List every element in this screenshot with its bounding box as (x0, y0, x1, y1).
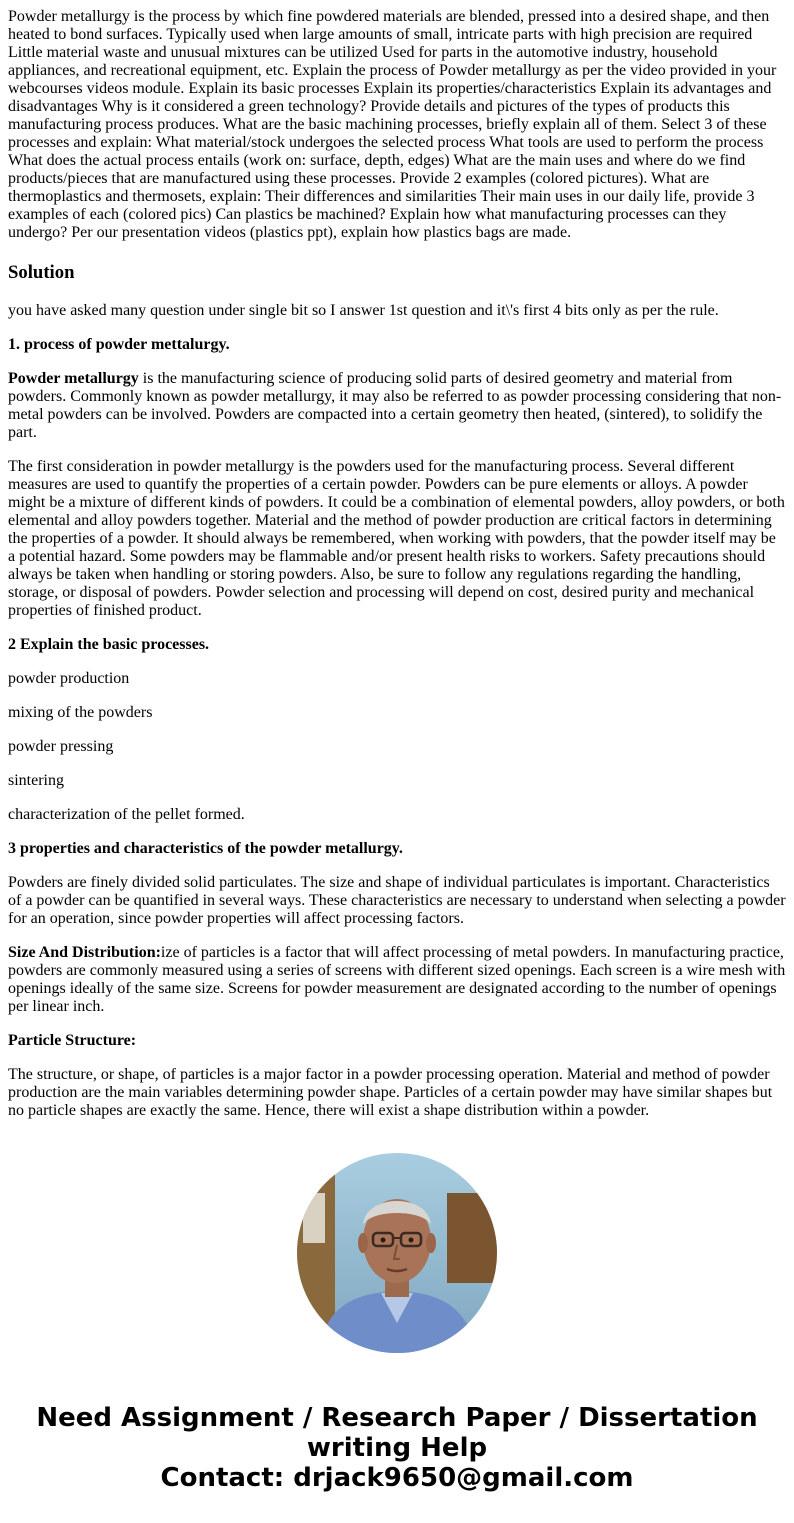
particle-structure-heading: Particle Structure: (8, 1032, 137, 1049)
document-body (8, 8, 786, 1136)
avatar-portrait-image (297, 1153, 497, 1353)
avatar (297, 1153, 497, 1353)
section1-paragraph1: Powder metallurgy is the manufacturing science of producing solid parts of desired geometry and material from powders. Commonly known as powder metallurgy, it may also be referred to as powder processing considering that non-metal powders can be involved. Powders are compacted into a certain geometry then heated, (sintered), to solidify the part. (8, 370, 782, 441)
intro-text: you have asked many question under single bit so I answer 1st question and it\'s first 4 bits only as per the rule. (8, 302, 719, 319)
section3-paragraph1: Powders are finely divided solid particulates. The size and shape of individual particulates is important. Characteristics of a powder can be quantified in several ways. These characteristics are necessary to understand when selecting a powder for an operation, since powder properties will affect processing factors. (8, 874, 786, 927)
section1-heading: 1. process of powder mettalurgy. (8, 336, 230, 353)
term-powder-metallurgy: Powder metallurgy (8, 370, 139, 387)
particle-structure-paragraph: The structure, or shape, of particles is a major factor in a powder processing operation. Material and method of powder production are the main variables determining powder shape. Particles of a certain powder may have similar shapes but no particle shapes are exactly the same. Hence, there will exist a shape distribution within a powder. (8, 1066, 773, 1119)
size-distribution-label: Size And Distribution: (8, 944, 161, 961)
process-step: powder production (8, 670, 130, 687)
section1-paragraph2: The first consideration in powder metallurgy is the powders used for the manufacturing process. Several different measures are used to quantify the properties of a certain powder. Powders can be pure elements or alloys. A powder might be a mixture of different kinds of powders. It could be a combination of elemental powders, alloy powders, or both elemental and alloy powders together. Material and the method of powder production are critical factors in determining the properties of a powder. It should always be remembered, when working with powders, that the powder itself may be a potential hazard. Some powders may be flammable and/or present health risks to workers. Safety precautions should always be taken when handling or storing powders. Also, be sure to follow any regulations regarding the handling, storage, or disposal of powders. Powder selection and processing will depend on cost, desired purity and mechanical properties of finished product. (8, 458, 785, 619)
process-step: mixing of the powders (8, 704, 153, 721)
banner-line-1: Need Assignment / Research Paper / Dissertation (36, 1403, 758, 1433)
section3-heading: 3 properties and characteristics of the powder metallurgy. (8, 840, 403, 857)
question-text: Powder metallurgy is the process by which fine powdered materials are blended, pressed into a desired shape, and then heated to bond surfaces. Typically used when large amounts of small, intricate parts with high precision are required Little material waste and unusual mixtures can be utilized Used for parts in the automotive industry, household appliances, and recreational equipment, etc. Explain the process of Powder metallurgy as per the video provided in your webcourses videos module. Explain its basic processes Explain its properties/characteristics Explain its advantages and disadvantages Why is it considered a green technology? Provide details and pictures of the types of products this manufacturing process produces. What are the basic machining processes, briefly explain all of them. Select 3 of these processes and explain: What material/stock undergoes the selected process What tools are used to perform the process What does the actual process entails (work on: surface, depth, edges) What are the main uses and where do we find products/pieces that are manufactured using these processes. Provide 2 examples (colored pictures). What are thermoplastics and thermosets, explain: Their differences and similarities Their main uses in our daily life, provide 3 examples of each (colored pics) Can plastics be machined? Explain how what manufacturing processes can they undergo? Per our presentation videos (plastics ppt), explain how plastics bags are made. (8, 8, 777, 241)
section2-heading: 2 Explain the basic processes. (8, 636, 210, 653)
process-step: powder pressing (8, 738, 114, 755)
process-step: sintering (8, 772, 64, 789)
promo-banner (0, 1403, 794, 1493)
banner-line-2: writing Help (306, 1433, 488, 1463)
solution-heading: Solution (8, 262, 75, 283)
size-distribution-paragraph: Size And Distribution:ize of particles is a factor that will affect processing of metal powders. In manufacturing practice, powders are commonly measured using a series of screens with different sized openings. Each screen is a wire mesh with openings ideally of the same size. Screens for powder measurement are designated according to the number of openings per linear inch. (8, 944, 786, 1015)
process-step: characterization of the pellet formed. (8, 806, 245, 823)
banner-contact-line: Contact: drjack9650@gmail.com (160, 1463, 634, 1493)
